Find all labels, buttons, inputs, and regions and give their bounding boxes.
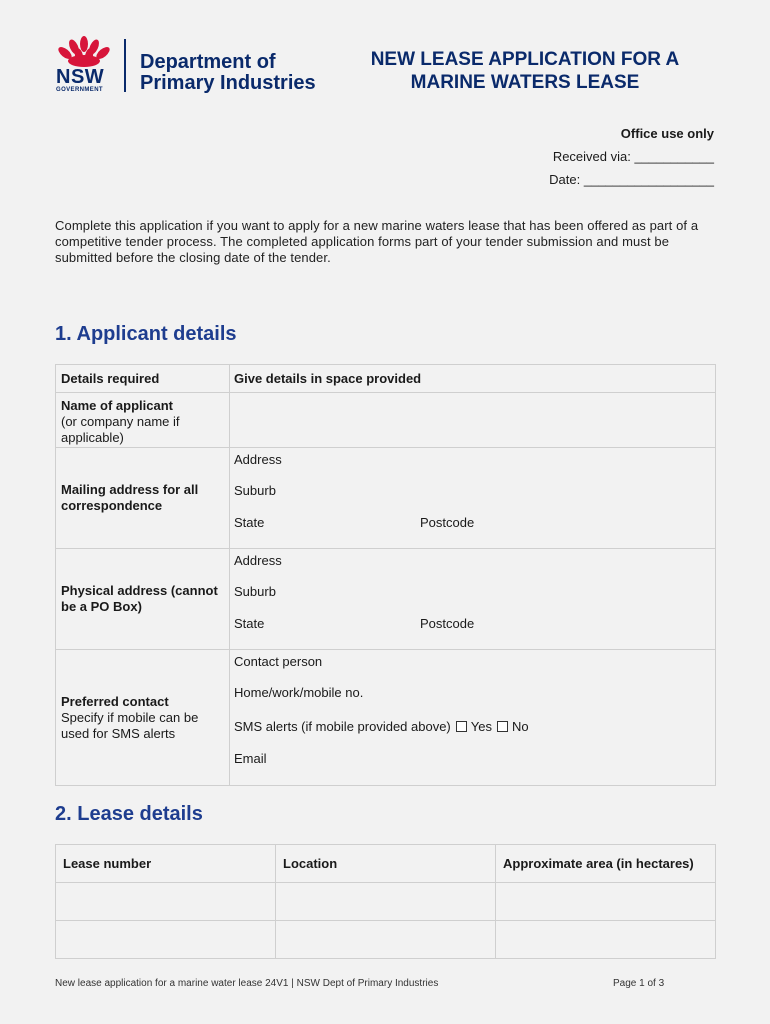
date-field: Date: __________________	[549, 172, 714, 187]
department-name	[140, 52, 316, 94]
mailing-address-label: Address	[234, 452, 282, 467]
section-heading-applicant: 1. Applicant details	[55, 323, 237, 345]
received-via-field: Received via: ___________	[552, 149, 714, 164]
table-row	[56, 921, 716, 959]
table-header-row	[56, 365, 716, 393]
title-line2: MARINE WATERS LEASE	[410, 72, 640, 93]
applicant-label: Name of applicant	[61, 398, 173, 413]
applicant-label-cell	[56, 393, 230, 448]
physical-address-label: Address	[234, 553, 282, 568]
contact-label: Preferred contact	[61, 693, 169, 709]
page-number: Page 1 of 3	[613, 978, 665, 989]
sms-no-checkbox[interactable]	[497, 721, 508, 732]
logo-subtext: GOVERNMENT	[56, 87, 104, 93]
waratah-icon	[54, 36, 114, 70]
location-field[interactable]	[276, 921, 496, 959]
contact-label-cell	[56, 650, 230, 786]
column-header: Approximate area (in hectares)	[496, 845, 716, 883]
column-header: Lease number	[56, 845, 276, 883]
contact-details-cell[interactable]	[230, 650, 716, 786]
lease-details-table	[55, 844, 716, 959]
contact-phone-label: Home/work/mobile no.	[234, 685, 364, 700]
physical-state-label: State	[234, 616, 265, 631]
area-field[interactable]	[496, 883, 716, 921]
intro-paragraph: Complete this application if you want to apply for a new marine waters lease that has been offered as part of a competitive tender process. The completed application forms part of your tender submission and must be submitted before the closing date of the tender.	[55, 218, 699, 265]
table-row	[56, 883, 716, 921]
mailing-label: Mailing address for all correspondence	[61, 482, 199, 513]
title-line1: NEW LEASE APPLICATION FOR A	[370, 49, 680, 70]
logo-divider	[124, 39, 126, 92]
table-row-contact	[56, 650, 716, 786]
mailing-label-cell	[56, 448, 230, 549]
sms-yes-label: Yes	[470, 719, 492, 734]
applicant-sublabel: (or company name if applicable)	[61, 414, 180, 445]
mailing-postcode-label: Postcode	[420, 515, 475, 530]
column-header: Give details in space provided	[230, 365, 716, 393]
table-row-applicant	[56, 393, 716, 448]
column-header: Location	[276, 845, 496, 883]
sms-alerts-label: SMS alerts (if mobile provided above)	[234, 719, 451, 734]
section-heading-lease: 2. Lease details	[55, 803, 203, 825]
sms-no-label: No	[511, 719, 529, 734]
department-line1: Department of	[140, 51, 276, 73]
physical-address-cell[interactable]	[230, 549, 716, 650]
lease-number-field[interactable]	[56, 921, 276, 959]
table-row-mailing	[56, 448, 716, 549]
area-field[interactable]	[496, 921, 716, 959]
applicant-name-field[interactable]	[230, 393, 716, 448]
contact-person-label: Contact person	[234, 654, 323, 669]
office-use-title: Office use only	[620, 126, 714, 141]
table-row-physical	[56, 549, 716, 650]
physical-label-cell	[56, 549, 230, 650]
mailing-suburb-label: Suburb	[234, 483, 276, 498]
physical-label: Physical address (cannot be a PO Box)	[61, 583, 218, 614]
nsw-logo	[54, 36, 324, 96]
column-header: Details required	[56, 365, 230, 393]
location-field[interactable]	[276, 883, 496, 921]
sms-alerts-row	[234, 719, 529, 735]
applicant-details-table	[55, 364, 716, 786]
physical-suburb-label: Suburb	[234, 584, 276, 599]
mailing-address-cell[interactable]	[230, 448, 716, 549]
footer-text: New lease application for a marine water lease 24V1 | NSW Dept of Primary Industries	[55, 978, 439, 989]
document-title	[350, 48, 700, 94]
contact-sublabel: Specify if mobile can be used for SMS alerts	[61, 709, 199, 741]
lease-number-field[interactable]	[56, 883, 276, 921]
table-header-row	[56, 845, 716, 883]
physical-postcode-label: Postcode	[420, 616, 475, 631]
department-line2: Primary Industries	[140, 72, 316, 94]
logo-text: NSW	[56, 66, 105, 88]
mailing-state-label: State	[234, 515, 265, 530]
contact-email-label: Email	[234, 751, 267, 766]
sms-yes-checkbox[interactable]	[456, 721, 467, 732]
